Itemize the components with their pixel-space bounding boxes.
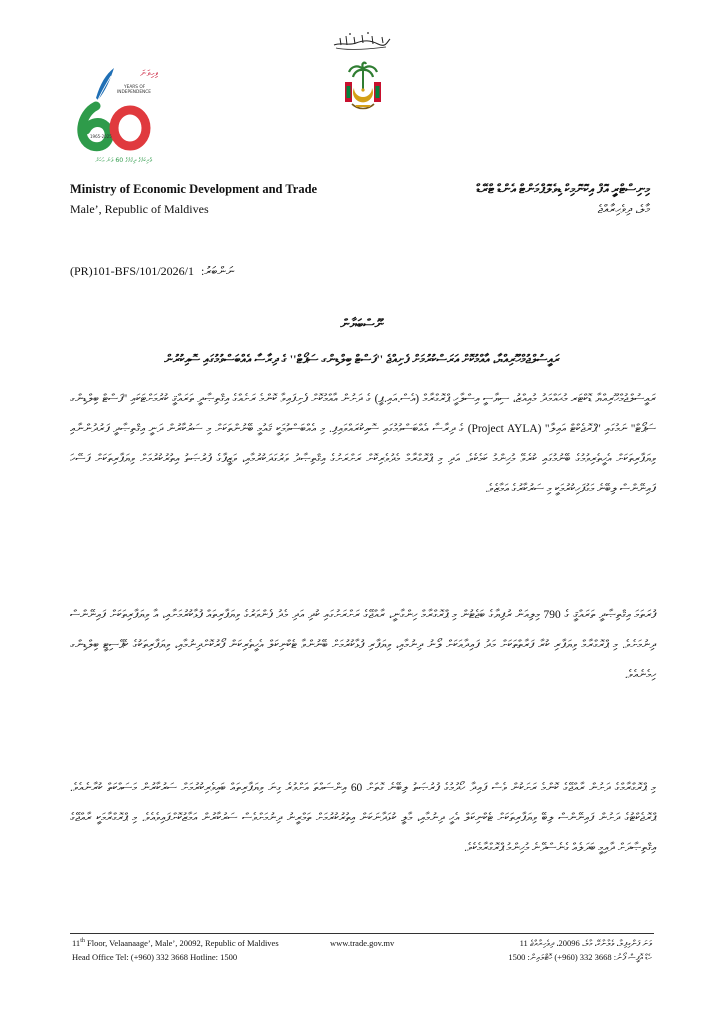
reference-number: (PR)101-BFS/101/2026/1 [70, 264, 195, 278]
document-subject: ރައީސުލްޖުމްހޫރިއްޔާ، އާއްމުކޮށް އަރަސްކުރުމަށް ފެށިއްޖެ ''ފަސްޓް ބިލްޑިންގ ސަޕޯޓް'' ގެ ދިރާސާ އެއްބަސްވުމުގައި ސޮއިކުރުން [164, 352, 560, 366]
footer-website-link[interactable]: www.trade.gov.mv [330, 938, 395, 948]
reference-line [70, 264, 234, 279]
footer-address-dv: ވަނަ ފަންގިފިލާ، ވެލާނާގޭ، މާލެ، 20096، ދިވެހިރާއްޖެ 11 [519, 938, 652, 948]
paragraph-1: ރައީސުލްޖުމްހޫރިއްޔާ ޑޮކްޓަރ މުޙައްމަދު މުއިއްޒު، ސިޔާސީ އިސްލާހީ ޕްރޮގްރާމް (އެސް.އައި.ޕީ) ގެ ދަށުން އާއްމުކޮށް ފެށިފައިވާ ކޮންމެ ރަށެއްގެ އިޤްތިޞާދީ ތަރައްޤީ ކުރުމަށްޓަކައި ''ފަސްޓް ބިލްޑިންގ ސަޕޯޓް'' ނަމުގައި ''ޕްރޮޖެކްޓް އައިލާ'' (Project AYLA) ގެ ދިރާސާ އެއްބަސްވުމުގައި ސޮއިކުރައްވައިފި. މި އެއްބަސްވުމަކީ ޤައުމީ ބޭނުންތަކަށް މި ސަރުކާރުން ދަނީ އިޤްތިޞާދީ ފަރުދުންނާއި ވިޔަފާރިތަކަށް އެހީތެރިވުމުގެ ބޭނުމުގައި ކުރެވޭ މުހިންމު ކަމެކެވެ. އަދި މި ޕްރޮގްރާމް މެދުވެރިކޮށް ރަށްރަށުގެ އިޤްތިޞާދު ވަރުގަދަކުރުމާއި، ވަޒީފާގެ ފުރުޞަތު އިތުރުކުރުމަށް ވިޔަފާރިތަކަށް ފަސޭހަ ފައިނޭންސް ލިބޭނެ މަގުފަހިކުރުމަކީ މި ސަރުކާރުގެ އަމާޒެވެ. [70, 393, 657, 495]
footer-contact-en: Head Office Tel: (+960) 332 3668 Hotline: 1500 [72, 952, 238, 962]
footer-floor-suffix: th [80, 938, 85, 945]
bismillah-calligraphy [332, 30, 392, 52]
footer-contact-dv: ހެޑް އޮފީސް ފޯނު: 3668 332 (960+) ހޮޓްލައިން: 1500 [508, 952, 652, 962]
ministry-name-dv: މިނިސްޓްރީ އޮފް އިކޮނޮމިކް ޑިވެލޮޕްމަންޓް އެންޑް ޓްރޭޑް [476, 182, 650, 196]
svg-text:1965-2025: 1965-2025 [90, 134, 112, 139]
footer-floor-number: 11 [72, 938, 81, 948]
footer-address-en [72, 938, 279, 948]
reference-label: ނަންބަރު: [201, 264, 235, 278]
svg-text:YEARS OF: YEARS OF [124, 85, 146, 90]
paragraph-2: ފުރަތަމަ އިޤްތިޞާދީ ތަރައްޤީ ގެ 790 މިލިއަން ރުފިޔާގެ ބަޖެޓުން މި ޕްރޮގްރާމް ހިންގާނީ، ރާއްޖޭގެ ރަށްރަށުގައި ކުދި އަދި މެދު ފެންވަރުގެ ވިޔަފާރިތައް ފުޅާކުރުމަށާއި، އާ ވިޔަފާރިތަކަށް ފައިނޭންސް ދިނުމަށެވެ. މި ޕްރޮގްރާމް ވިޔަފާރި ކުރާ ފަރާތްތަކަށް މަދު ފައިދާއަކަށް ލޯނު ދިނުމާއި، ވިޔަފާރި ފުޅާކުރުމަށް ބޭނުންވާ ޓެކްނިކަލް އެހީތެރިކަން ފޯރުކޮށްދިނުމާއި، ވިޔަފާރިތަކުގެ ކެޕޭސިޓީ ބިލްޑިންގ ހިމެނެއެވެ. [70, 609, 656, 681]
ministry-name-en: Ministry of Economic Development and Trade [70, 182, 318, 196]
footer-divider [70, 933, 654, 934]
svg-text:ވިހިވަނަ: ވިހިވަނަ [140, 69, 158, 79]
ministry-address-en: Male’, Republic of Maldives [70, 202, 209, 216]
paragraph-3: މި ޕްރޮގްރާމްގެ ދަށުން ރާއްޖޭގެ ކޮންމެ ރަށަކުން ވެސް ފައިދާ ހޯދުމުގެ ފުރުޞަތު ލިބޭނެ ގޮތަށް 60 އިންސައްތަ އަށްވުރެ ގިނަ ވިޔަފާރިތައް ބައިވެރިކުރުމަށް ސަރުކާރުން މަސައްކަތް ކުރާނެއެވެ. ޕްރޮޖެކްޓުގެ ދަށުން ފައިނޭންސް ލިބޭ ވިޔަފާރިތަކަށް ޓެކްނިކަލް އެހީ ދިނުމާއި، މާލީ ކުޅަދާނަކަން އިތުރުކުރުމަށް ތަމްރީނު ދިނުމަށްވެސް ސަރުކާރުން އަމާޒުކޮށްފައިވެއެވެ. މި ޕްރޮގްރާމަކީ ރާއްޖޭގެ އިޤްތިޞާދަށް ދާއިމީ ބަދަލެއް ގެނެސްދޭނެ މުހިންމު ޕްރޮގްރާމެކެވެ. [70, 782, 656, 854]
svg-text:INDEPENDENCE: INDEPENDENCE [117, 90, 151, 95]
svg-text:ވެރިކަމުގެ ދިގުމުގެ 60 ވަނަ އަ: ވެރިކަމުގެ ދިގުމުގެ 60 ވަނަ އަހަރު [95, 157, 152, 164]
footer-address-rest: Floor, Velaanaage’, Male’, 20092, Republic of Maldives [84, 938, 279, 948]
independence-60-logo [70, 58, 158, 166]
document-title: ނޫސްބަޔާން [340, 316, 384, 331]
state-emblem [342, 60, 384, 116]
ministry-address-dv: މާލެ، ދިވެހިރާއްޖެ [597, 202, 650, 216]
